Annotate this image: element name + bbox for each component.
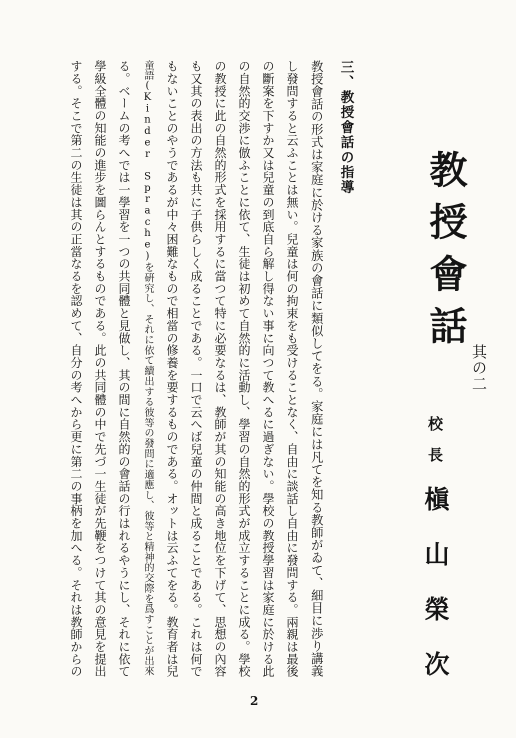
body-column: の教授に此の自然的形式を採用するに當つて特に必要なるは、教師が其の知能の高き地位を下げて、思想の內容	[213, 60, 227, 678]
body-column: する。そこで第二の生徒は其の正當なるを認めて、自分の考へから更に第二の事柄を加へる。それは教師からの	[69, 60, 83, 678]
body-column: の自然的交渉に倣ふことに依て、生徒は初めて自然的に活動し、學習の自然的形式が成立することに成る。學校	[237, 60, 251, 678]
body-column: もないことのやうであるが中々困難なもので相當の修養を要するものである。オットは云ふてをる。教育者は兒	[165, 60, 179, 678]
body-column: 學級全體の知能の進步を圖らんとするものである。此の共同體の中で先づ一生徒が先鞭をつけて其の意見を提出	[93, 60, 107, 678]
body-column: し發問すると云ふことは無い。兒童は何の拘束をも受けることなく、自由に談話し自由に發問する。兩親は最後	[285, 60, 299, 678]
body-column: 教授會話の形式は家庭に於ける家族の會話に類似してをる。家庭には凡てを知る教師がゐて、細目に渉り講義	[309, 60, 324, 678]
article-subtitle: 其の二	[470, 344, 488, 392]
page-number: 2	[250, 694, 259, 708]
article-title: 教授會話	[423, 150, 468, 358]
body-column: も又其の表出の方法も共に子供らしく成ることである。一口で云へば兒童の仲間と成ることである。これは何で	[189, 60, 203, 678]
body-column: 童語(Kinder Sprache)を硏究し、それに依て續出する彼等の發問に適應し、彼等と精神的交際を爲すことが出來	[142, 60, 153, 677]
body-column: の斷案を下すか又は兒童の到底自ら解し得ない事に向つて教へるに過ぎない。學校の教授學習は家庭に於ける此	[261, 60, 275, 678]
section-heading: 三、教授會話の指導	[337, 60, 354, 195]
body-column: る。ベームの考へでは一學習を一つの共同體と見做し、其の間に自然的の會話の行はれるやうにし、それに依て	[117, 60, 131, 678]
author-role: 校長	[426, 416, 444, 478]
author-name: 槇山榮次	[421, 486, 450, 706]
